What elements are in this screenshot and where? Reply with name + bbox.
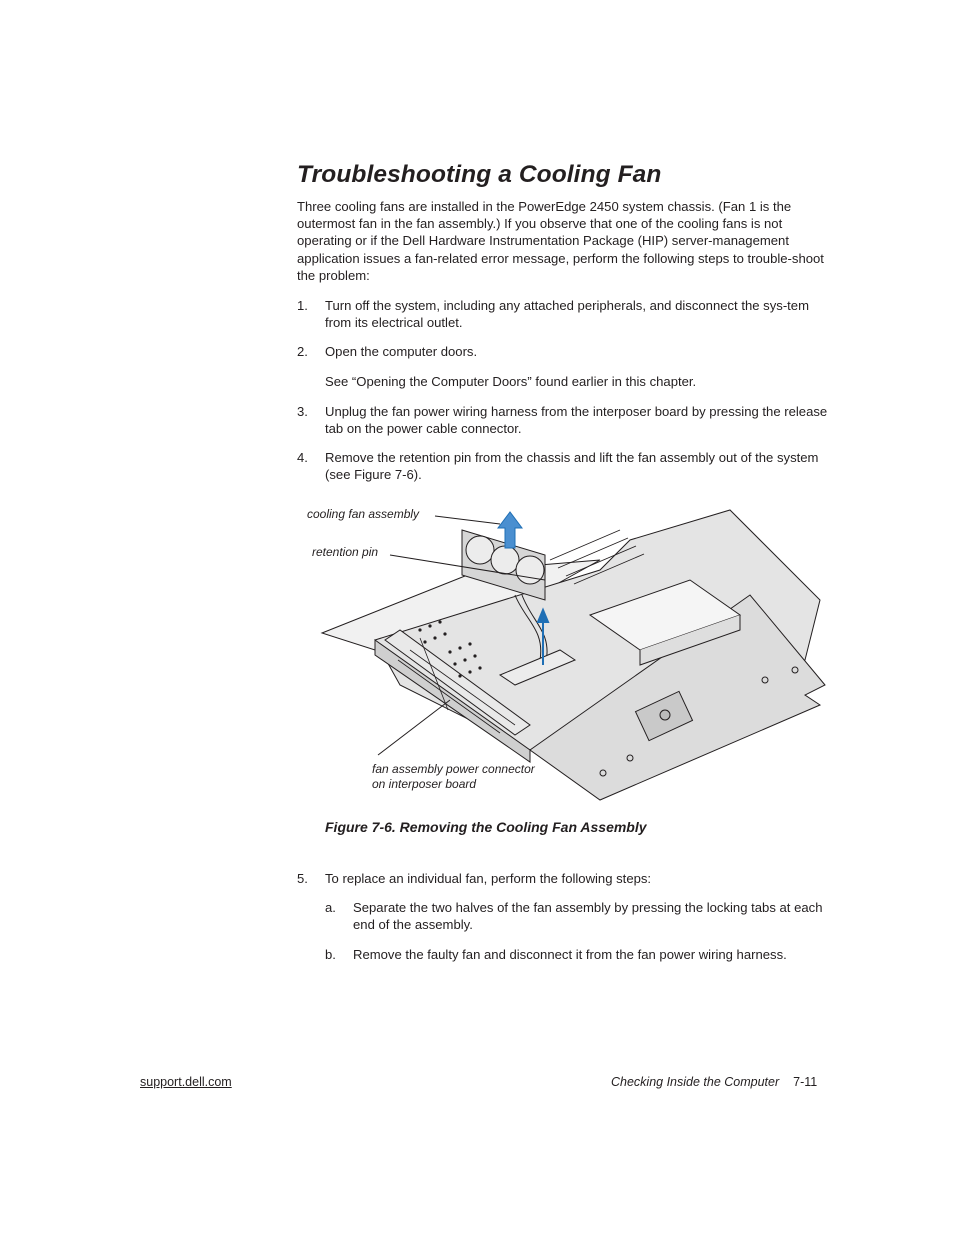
step-text: Open the computer doors. bbox=[325, 344, 478, 359]
page-number: 7-11 bbox=[793, 1075, 818, 1089]
substep-text: Separate the two halves of the fan assembly by pressing the locking tabs at each end of the assembly. bbox=[353, 900, 823, 933]
page-title: Troubleshooting a Cooling Fan bbox=[297, 161, 662, 188]
step-text: Unplug the fan power wiring harness from the interposer board by pressing the release tab on the power cable connector. bbox=[325, 404, 828, 437]
substep-letter: b. bbox=[325, 947, 336, 962]
step-number: 5. bbox=[297, 871, 308, 886]
callout-power-connector-line2: on interposer board bbox=[372, 777, 477, 791]
step-text: To replace an individual fan, perform the following steps: bbox=[325, 871, 652, 886]
substep-letter: a. bbox=[325, 900, 336, 915]
callout-retention-pin: retention pin bbox=[312, 545, 379, 559]
substep-text: Remove the faulty fan and disconnect it from the fan power wiring harness. bbox=[353, 947, 787, 962]
callout-cooling-fan-assembly: cooling fan assembly bbox=[307, 507, 420, 521]
fan-1 bbox=[466, 536, 494, 564]
callout-power-connector-line1: fan assembly power connector bbox=[372, 762, 535, 776]
chapter-title: Checking Inside the Computer bbox=[611, 1075, 780, 1089]
step-note-text: See “Opening the Computer Doors” found earlier in this chapter. bbox=[325, 374, 697, 389]
step-number: 3. bbox=[297, 404, 308, 419]
step-text: Remove the retention pin from the chassis and lift the fan assembly out of the system (see Figure 7-6). bbox=[325, 450, 819, 483]
step-number: 4. bbox=[297, 450, 308, 465]
fan-3 bbox=[516, 556, 544, 584]
fan-2 bbox=[491, 546, 519, 574]
callout-power-connector bbox=[372, 762, 535, 792]
step-number: 1. bbox=[297, 298, 308, 313]
page-footer bbox=[611, 1075, 817, 1089]
support-link[interactable]: support.dell.com bbox=[140, 1075, 232, 1089]
step-text: Turn off the system, including any attached peripherals, and disconnect the sys-tem from its electrical outlet. bbox=[325, 298, 810, 331]
intro-paragraph: Three cooling fans are installed in the PowerEdge 2450 system chassis. (Fan 1 is the outermost fan in the fan assembly.) If you observe that one of the cooling fans is not operating or if the Dell Hardware Instrumentation Package (HIP) server-management application issues a fan-related error message, perform the following steps to trouble-shoot the problem: bbox=[297, 199, 824, 283]
step-number: 2. bbox=[297, 344, 308, 359]
leader-cooling-fan bbox=[435, 516, 500, 524]
figure-caption: Figure 7-6. Removing the Cooling Fan Assembly bbox=[325, 819, 647, 835]
leader-power-connector bbox=[378, 700, 450, 755]
cooling-fan-figure bbox=[300, 500, 830, 810]
